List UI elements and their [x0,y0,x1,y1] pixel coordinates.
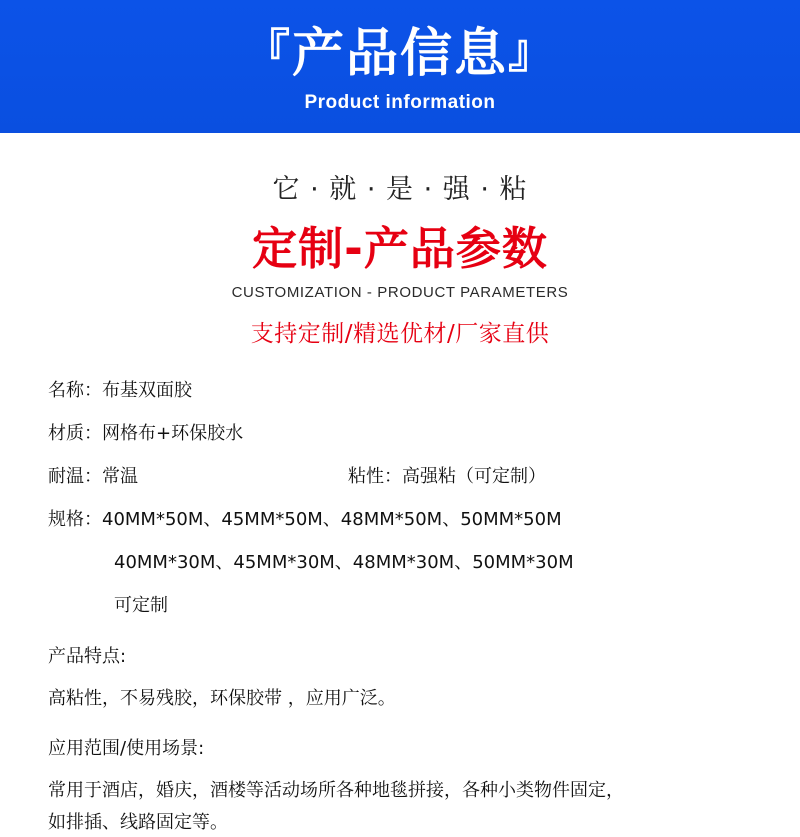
spec-value-material: 网格布+环保胶水 [102,422,244,444]
header-banner [0,0,800,133]
bracket-left: 『 [243,24,292,78]
spec-row-size [48,507,752,533]
features-heading: 产品特点: [48,646,127,668]
usage-text-line-2: 如排插、线路固定等。 [48,811,228,833]
spec-row-temperature-adhesion [48,464,752,490]
spec-label-temperature: 耐温： [48,465,102,487]
usage-heading: 应用范围/使用场景: [48,737,205,759]
features-text: 高粘性，不易残胶，环保胶带 ，应用广泛。 [48,687,396,709]
spec-label-size: 规格： [48,508,102,530]
usage-text-line-1: 常用于酒店，婚庆，酒楼等活动场所各种地毯拼接，各种小类物件固定， [48,779,624,801]
usage-block [48,735,752,837]
spec-label-adhesion: 粘性： [348,465,402,487]
spec-value-adhesion: 高强粘（可定制） [402,465,546,487]
banner-subtitle: Product information [304,92,496,113]
spec-size-continuation-2: 可定制 [114,594,168,616]
spec-value-name: 布基双面胶 [102,379,192,401]
spec-label-name: 名称： [48,379,102,401]
promo-subline: 支持定制/精选优材/厂家直供 [250,320,550,347]
bracket-right: 』 [508,24,556,78]
spec-row-material [48,421,752,447]
features-block [48,643,752,713]
spec-pair-adhesion [348,464,752,490]
content-area [0,167,800,837]
spec-row-name [48,378,752,404]
spec-value-size: 40MM*50M、45MM*50M、48MM*50M、50MM*50M [102,508,562,530]
banner-title-text: 产品信息 [291,24,508,84]
promo-headline: 定制-产品参数 [252,222,548,275]
spec-label-material: 材质： [48,422,102,444]
spec-pair-temperature [48,464,348,490]
spec-list [48,378,752,620]
spec-value-temperature: 常温 [102,465,138,487]
promo-headline-english: CUSTOMIZATION - PRODUCT PARAMETERS [231,283,569,301]
promo-tagline: 它 · 就 · 是 · 强 · 粘 [272,174,528,205]
banner-title [0,0,800,84]
spec-size-continuation-1: 40MM*30M、45MM*30M、48MM*30M、50MM*30M [114,551,574,573]
